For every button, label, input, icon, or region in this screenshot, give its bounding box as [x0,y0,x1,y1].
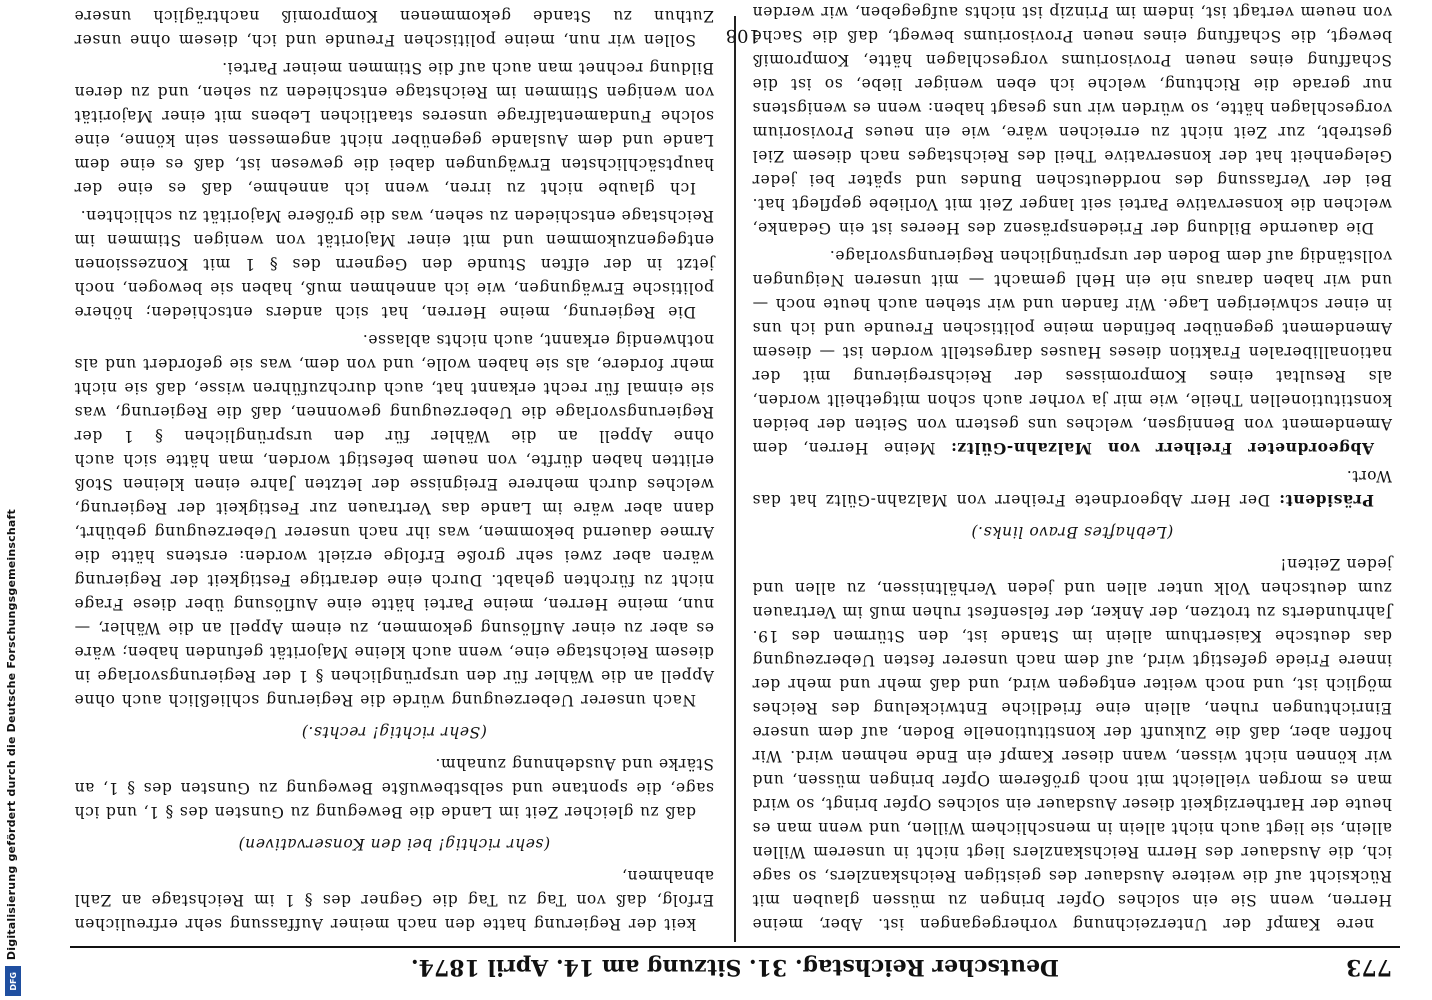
running-title: Deutscher Reichstag. 31. Sitzung am 14. April 1874. [410,954,1060,980]
paragraph: daß zu gleicher Zeit im Lande die Bewegung zu Gunsten des § 1, und ich sage, die spontane und selbstbewußte Bewegung zu Gunsten des § 1, an Stärke und Ausdehnung zunahm. [74,755,714,821]
speech-text: Meine Herren, dem Amendement von Bennigsen, welches uns gestern von Seiten der beiden konstitutionellen Theile, wie mir ja vorher auch schon mitgetheilt worden, als Resultat eines Kompromisses der Reichsregierung mit der nationalliberalen Fraktion dieses Hauses dargestellt worden ist — diesem Amendement gegenüber befinden meine politischen Freunde und ich uns in einer schwierigen Lage. Wir fanden und wir stehen auch heute noch — und wir haben daraus nie ein Hehl gemacht — mit unseren Neigungen vollständig auf dem Boden der ursprünglichen Regierungsvorlage. [752,247,1392,457]
paragraph: Nach unserer Ueberzeugung würde die Regierung schließlich auch ohne Appell an die Wähler für den ursprünglichen § 1 der Regierungsvorlage in diesem Reichstage eine, wenn auch kleine Majorität gefunden haben; wäre es aber zu einer Auflösung gekommen, zu einem Appell an die Wähler, — nun, meine Herren, meine Partei hätte eine Auflösung über diese Frage nicht zu fürchten gehabt. Durch eine derartige Festigkeit der Regierung wären aber zwei sehr große Erfolge erzielt worden: erstens hätte die Armee dauernd bekommen, was ihr nach unserer Ueberzeugung gebührt, dann aber wäre im Lande das Vertrauen zur Festigkeit der Regierung, welches durch mehrere Ereignisse der letzten Jahre einen kleinen Stoß erlitten haben dürfte, von neuem befestigt worden, man hätte sich auch ohne Appell an die Wähler für den ursprünglichen § 1 der Regierungsvorlage die Ueberzeugung gewonnen, daß die Regierung, was sie einmal für recht erkannt hat, auch durchzuführen wisse, daß sie nicht mehr fordere, als sie haben wolle, und von dem, was sie gefordert und als nothwendig erkannt, auch nichts ablasse. [74,331,714,709]
rotated-page-content [70,3,1400,986]
dfg-logo-icon [5,966,21,996]
right-column [74,7,714,936]
paragraph [752,464,1392,512]
paragraph: nere Kampf der Unterzeichnung vorhergegangen ist. Aber, meine Herren, wenn Sie ein solches Opfer bringen zu müssen glauben mit Rücksicht auf die weitere Ausdauer des geistigen Reichskanzlers, so sage ich, die Ausdauer des Herrn Reichskanzlers liegt nicht in unserem Willen allein, sie liegt auch nicht allein in menschlichem Willen, und wenn man es heute der Hartherzigkeit dieser Ausdauer ein solches Opfer bringt, so wird man es morgen vielleicht mit noch größerem Opfer bringen müssen, und wir können nicht wissen, wann dieser Kampf ein Ende nehmen wird. Wir hoffen aber, daß die Zukunft der konstitutionelle Boden, auf dem unsere Einrichtungen ruhen, allein eine friedliche Entwickelung des Reiches möglich ist, und noch weiter entgegen wird, und daß mehr und mehr der innere Friede gefestigt wird, auf dem nach unserer festen Ueberzeugung das deutsche Kaiserthum allein im Stande ist, den Stürmen des 19. Jahrhunderts zu trotzen, der Anker, der felsenfest ruhen muß im Vertrauen zum deutschen Volk unter allen und jeden Verhältnissen, zu allen und jeden Zeiten! [752,555,1392,933]
paragraph [752,244,1392,460]
paragraph: Die dauernde Bildung der Friedenspräsenz des Heeres ist ein Gedanke, welchen die konservative Partei seit langer Zeit mit Vorliebe gepflegt hat. Bei der Verfassung des norddeutschen Bundes und später bei jeder Gelegenheit hat der konservative Theil des Reichstages nach diesem Ziel gestrebt, zur Zeit nicht zu erreichen wäre, wie ein neues Provisorium vorgeschlagen hätte, so würden wir uns gesagt haben: wenn es wenigstens nur gerade die Richtung, welche ich eben weniger liebe, so ist die Schaffung eines neuen Provisoriums vorgeschlagen hätte, Kompromiß bewegt, die Schaffung eines neuen Provisoriums bewegt, daß die Sache von neuem vertagt ist, indem im Prinzip ist nichts aufgegeben, wir werden [752,3,1392,237]
left-column [752,3,1392,936]
paragraph: Sollen wir nun, meine politischen Freunde und ich, diesem ohne unser Zuthun zu Stande gekommenen Kompromiß nachträglich unsere [74,7,714,49]
dfg-logo-text: DFG [8,971,18,991]
folio-number: 108 [725,25,760,46]
column-rule [734,16,736,942]
dfg-sidebar [2,0,24,1000]
paragraph: Ich glaube nicht zu irren, wenn ich annehme, daß es eine der hauptsächlichsten Erwägungen dabei die gewesen ist, daß es eine dem Lande und dem Auslande gegenüber nicht angemessen sein könne, eine solche Fundamentalfrage unseres staatlichen Lebens mit einer Majorität von wenigen Stimmen im Reichstage entschieden zu sehen, und zu deren Bildung rechnet man auch auf die Stimmen meiner Partei. [74,59,714,197]
paragraph: keit der Regierung hatte den nach meiner Auffassung sehr erfreulichen Erfolg, daß von Tag zu Tag die Gegner des § 1 im Reichstage an Zahl abnahmen, [74,867,714,933]
speaker-label: Präsident: [1278,491,1374,510]
speaker-label: Abgeordneter Freiherr von Malzahn-Gültz: [950,439,1374,458]
page-number: 773 [1346,954,1392,980]
interjection: (Sehr richtig! rechts.) [301,723,487,741]
speech-text: Der Herr Abgeordnete Freiherr von Malzahn-Gültz hat das Wort. [752,467,1392,509]
running-head [70,946,1400,986]
interjection: (sehr richtig! bei den Konservativen) [237,835,551,853]
header-rule [70,946,1400,948]
paragraph: Die Regierung, meine Herren, hat sich anders entschieden; höhere politische Erwägungen, wie ich annehmen muß, haben sie bewogen, noch jetzt in der elften Stunde den Gegnern des § 1 mit Konzessionen entgegenzukommen und mit einer Majorität von wenigen Stimmen im Reichstage entschieden zu sehen, was die größere Majorität zu schlichten. [74,207,714,321]
interjection: (Lebhaftes Bravo links.) [970,523,1174,541]
dfg-funding-notice: Digitalisierung gefördert durch die Deutsche Forschungsgemeinschaft [5,508,18,960]
